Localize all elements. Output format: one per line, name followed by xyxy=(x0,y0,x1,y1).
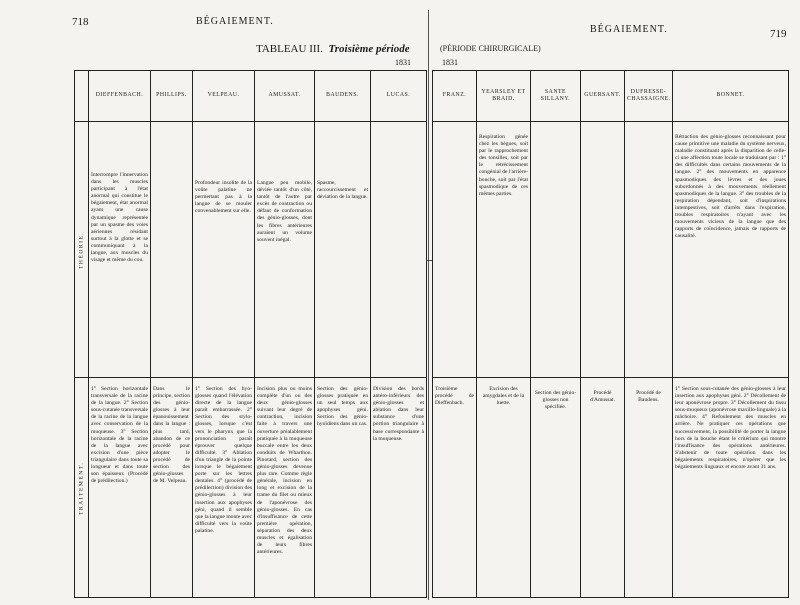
table-left xyxy=(74,70,427,598)
theorie-cell: Respiration génée chez les bègues, soit par le rapprochement des tonsilles, soit par le rétrécissement congénial de l'arrière-bouche, soit par l'état spasmodique de ces mêmes parties. xyxy=(477,122,531,378)
theorie-cell: Rétraction des génio-glosses reconnaissant pour cause primitive une maladie du système nerveux, maladie constituant après la disparition de celle-ci une affection toute locale se traduisant par : 1° des difficultés dans certains mouvements de la langue. 2° des mouvements en apparence spasmodiques des lèvres et des joues subordonnés à des mouvements réellement spasmodiques de la langue. 3° des troubles de la respiration dépendant, soit d'inspirations intempestives, soit d'arrêts dans l'expiration, troubles respiratoires n'ayant avec les mouvements vicieux de la langue que des rapports de coïncidence, jamais de rapports de causalité. xyxy=(673,122,789,378)
page-number-left: 718 xyxy=(72,16,89,28)
table-title-main: TABLEAU III. xyxy=(256,43,323,55)
header-row-left xyxy=(75,71,427,122)
theorie-cell: Spasme, raccourcissement et déviation de la langue. xyxy=(315,122,371,378)
traitement-row-left xyxy=(75,378,427,598)
book-spine xyxy=(428,10,429,600)
col-header: DIEFFENBACH. xyxy=(89,71,151,122)
traitement-cell: Procédé de Baudens. xyxy=(625,378,673,598)
theorie-cell xyxy=(371,122,427,378)
theorie-cell xyxy=(581,122,625,378)
year-right: 1831 xyxy=(442,58,458,67)
page-number-right: 719 xyxy=(770,28,787,40)
traitement-cell: Incision plus ou moins complète d'un ou des deux génio-glosses suivant leur degré de contraction, incision faite à travers une ouverture préalablement pratiquée à la muqueuse buccale entre les deux conduits de Wharthon. Pinotard, section des génio-glosses devenue plus rare. Comme règle générale, incision en long et excision de la trame du filet ou mieux de l'aponévrose des génio-glosses. En cas d'insuffisance de cette première opération, séparation des deux muscles et égalisation de leurs fibres antérieures. xyxy=(255,378,315,598)
traitement-cell: Section des génio-glosses non spécifiée. xyxy=(531,378,581,598)
row-label-theorie: THÉORIE. xyxy=(75,122,89,378)
theorie-cell xyxy=(531,122,581,378)
running-head-left: BÉGAIEMENT. xyxy=(196,16,274,27)
traitement-row-right xyxy=(433,378,789,598)
corner-cell xyxy=(75,71,89,122)
traitement-cell: Division des bords antéro-inférieurs des génio-glosses et ablation dans leur substance d'une portion triangulaire à base correspondante à la muqueuse. xyxy=(371,378,427,598)
traitement-cell: 1° Section des hyo-glosses quand l'élévation directe de la langue paraît embarrassée. 2° Section des stylo-glosses, lorsque c'est vers le pharynx que la prononciation paraît éprouver quelque difficulté. 3° Ablation d'un triangle de la pointe lorsque le bégaiement porte sur les lettres dentales. 4° (procédé de prédilection) division des génio-glosses à leur insertion aux apophyses géni, quand il semble que la langue monte avec difficulté vers la voûte palatine. xyxy=(193,378,255,598)
col-header: DUFRESSE-CHASSAIGNE. xyxy=(625,71,673,122)
col-header: BONNET. xyxy=(673,71,789,122)
table-title-period: Troisième période xyxy=(328,43,410,55)
theorie-cell: Langue peu mobile, déviée tantôt d'un côté, tantôt de l'autre par excès de contraction ou défaut de conformation des génio-glosses, dont les fibres antérieures auraient un volume souvent inégal. xyxy=(255,122,315,378)
table-subtitle-right: (PÉRIODE CHIRURGICALE) xyxy=(440,44,541,53)
traitement-cell: Procédé d'Amussat. xyxy=(581,378,625,598)
year-left: 1831 xyxy=(395,58,411,67)
traitement-cell: Dans le principe, section des génio-glosses à leur épanouissement dans la langue : plus tard, abandon de ce procédé pour adopter le procédé de section des génio-glosses de M. Velpeau. xyxy=(151,378,193,598)
table-right xyxy=(432,70,789,598)
theorie-cell xyxy=(151,122,193,378)
table-title xyxy=(256,43,410,55)
running-head-right: BÉGAIEMENT. xyxy=(590,24,668,35)
col-header: BAUDENS. xyxy=(315,71,371,122)
theorie-cell xyxy=(625,122,673,378)
theorie-row-left xyxy=(75,122,427,378)
col-header: GUERSANT. xyxy=(581,71,625,122)
col-header: FRANZ. xyxy=(433,71,477,122)
theorie-row-right xyxy=(433,122,789,378)
traitement-cell: 1° Section sous-cutanée des génio-glosses à leur insertion aux apophyses géni. 2° Décollement de leur aponévrose propre. 3° Décollement du tissu sous-muqueux (aponévrose maxillo-linguale) à la mâchoire. 4° Refoulement des muscles en arrière. Ne pratiquer ces opérations que successivement, la possibilité de porter la langue hors de la bouche étant le critérium qui montre l'insuffisance des opérations antérieures. S'abstenir de toute opération dans les bégaiements respiratoires, n'opérer que les bégaiements linguaux et encore avant 31 ans. xyxy=(673,378,789,598)
col-header: AMUSSAT. xyxy=(255,71,315,122)
right-page xyxy=(430,0,800,605)
col-header: VELPEAU. xyxy=(193,71,255,122)
traitement-cell: Section des génio-glosses pratiquée en un seul temps aux apophyses géni. Section des génio-hyoïdiens dans un cas. xyxy=(315,378,371,598)
header-row-right xyxy=(433,71,789,122)
col-header: SANTE SILLANY. xyxy=(531,71,581,122)
col-header: LUCAS. xyxy=(371,71,427,122)
theorie-cell: Profondeur insolite de la voûte palatine ne permettant pas à la langue de se mouler convenablement sur elle. xyxy=(193,122,255,378)
col-header: PHILLIPS. xyxy=(151,71,193,122)
theorie-cell: Interrompre l'innervation dans les muscles participant à l'état anormal qui constitue le bégaiement, état anormal ayant une cause dynamique représentée par un spasme des voies aériennes résidant surtout à la glotte et se communiquant à la langue, aux muscles du visage et même du cou. xyxy=(89,122,151,378)
traitement-cell: 1° Section horizontale transversale de la racine de la langue. 2° Section sous-cutanée transversale de la racine de la langue avec conservation de la muqueuse. 3° Section horizontale de la racine de la langue avec excision d'une pièce triangulaire dans toute sa longueur et dans toute son épaisseur. (Procédé de prédilection.) xyxy=(89,378,151,598)
traitement-cell: Troisième procédé de Dieffenbach. xyxy=(433,378,477,598)
traitement-cell: Excision des amygdales et de la luette. xyxy=(477,378,531,598)
row-label-traitement: TRAITEMENT. xyxy=(75,378,89,598)
col-header: YEARSLEY ET BRAID. xyxy=(477,71,531,122)
theorie-cell xyxy=(433,122,477,378)
